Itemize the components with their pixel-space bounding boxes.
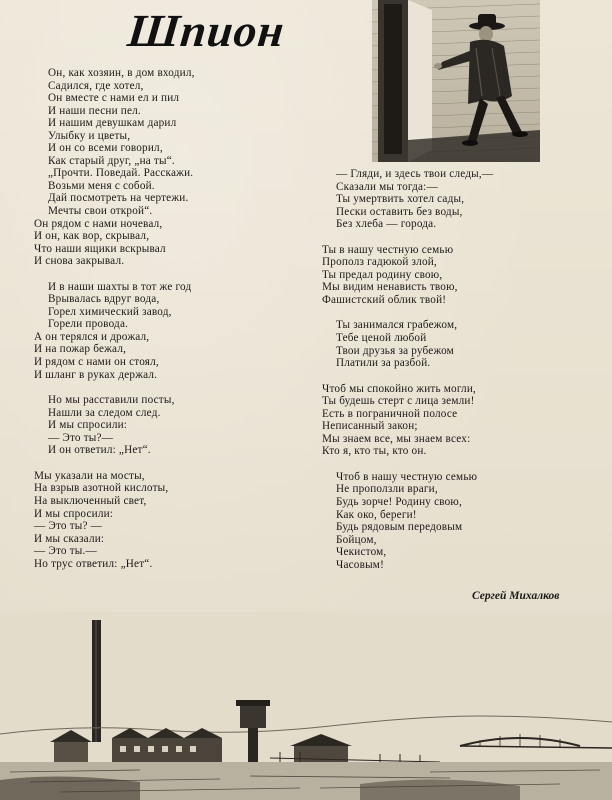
poem-line: Твои друзья за рубежом: [336, 344, 454, 357]
poem-line: Прополз гадюкой злой,: [322, 256, 437, 269]
poem-line: — Это ты?—: [48, 431, 114, 444]
poem-line: Пески оставить без воды,: [336, 205, 463, 218]
poem-line: Неписанный закон;: [322, 420, 418, 433]
poem-line: Садился, где хотел,: [48, 79, 144, 92]
poem-line: Но мы расставили посты,: [48, 394, 175, 407]
poem-line: Мечты свои открой“.: [48, 205, 153, 218]
poem-line: Нашли за следом след.: [48, 406, 161, 419]
poem-line: Улыбку и цветы,: [48, 129, 131, 142]
poem-line: И он ответил: „Нет“.: [48, 444, 151, 457]
landscape-illustration: [0, 612, 612, 800]
poem-title: Шпион: [125, 5, 288, 56]
poem-line: — Это ты.—: [34, 545, 97, 558]
poem-line: Не проползли враги,: [336, 483, 438, 496]
poem-line: Что наши ящики вскрывал: [34, 242, 166, 255]
poem-line: И он со всеми говорил,: [48, 142, 163, 155]
spy-illustration: [372, 0, 540, 162]
poem-line: Без хлеба — города.: [336, 218, 437, 231]
author-signature: Сергей Михалков: [472, 590, 560, 602]
stanza-break: [322, 231, 562, 244]
poem-line: „Прочти. Поведай. Расскажи.: [48, 167, 194, 180]
poem-line: Как око, береги!: [336, 508, 417, 521]
poem-line: Часовым!: [336, 558, 384, 571]
poem-line: И нашим девушкам дарил: [48, 117, 177, 130]
poem-line: Мы указали на мосты,: [34, 469, 145, 482]
poem-line: И мы спросили:: [48, 419, 128, 432]
poem-line: Чекистом,: [336, 546, 387, 559]
stanza-break: [34, 457, 274, 470]
poem-line: Мы видим ненависть твою,: [322, 281, 458, 294]
poem-line: А он терялся и дрожал,: [34, 330, 150, 343]
poem-line: Будь зорче! Родину свою,: [336, 496, 462, 509]
poem-line: Он, как хозяин, в дом входил,: [48, 67, 195, 79]
poem-line: И шланг в руках держал.: [34, 368, 158, 381]
poem-right-column: [322, 168, 562, 571]
poem-line: Ты занимался грабежом,: [336, 319, 458, 332]
poem-line: Горели провода.: [48, 318, 129, 331]
poem-line: И мы сказали:: [34, 532, 105, 545]
poem-line: Дай посмотреть на чертежи.: [48, 192, 189, 205]
poem-line: Врывалась вдруг вода,: [48, 293, 160, 306]
poem-line: И наши песни пел.: [48, 104, 141, 117]
poem-line: Он вместе с нами ел и пил: [48, 92, 180, 105]
poem-line: Как старый друг, „на ты“.: [48, 154, 175, 167]
poem-line: Но трус ответил: „Нет“.: [34, 557, 153, 570]
poem-line: — Гляди, и здесь твои следы,—: [336, 168, 494, 180]
poem-line: На взрыв азотной кислоты,: [34, 482, 169, 495]
poem-line: И рядом с нами он стоял,: [34, 356, 159, 369]
poem-line: Чтоб мы спокойно жить могли,: [322, 382, 477, 395]
poem-line: И в наши шахты в тот же год: [48, 280, 192, 293]
poem-line: И он, как вор, скрывал,: [34, 230, 150, 243]
poem-line: Ты будешь стерт с лица земли!: [322, 395, 475, 408]
poem-line: Фашистский облик твой!: [322, 293, 447, 306]
poem-line: На выключенный свет,: [34, 494, 147, 507]
poem-line: Тебе ценой любой: [336, 332, 427, 345]
stanza-break: [322, 306, 562, 319]
poem-line: Есть в пограничной полосе: [322, 407, 458, 420]
stanza-break: [34, 381, 274, 394]
poem-line: Ты в нашу честную семью: [322, 243, 454, 256]
poem-line: И на пожар бежал,: [34, 343, 127, 356]
poem-line: Ты предал родину свою,: [322, 268, 443, 281]
poem-line: Возьми меня с собой.: [48, 179, 155, 192]
stanza-break: [322, 458, 562, 471]
poem-line: Он рядом с нами ночевал,: [34, 217, 163, 230]
poem-line: Бойцом,: [336, 533, 377, 546]
poem-line: Мы знаем все, мы знаем всех:: [322, 432, 471, 445]
poem-line: И мы спросили:: [34, 507, 114, 520]
poem-left-column: [34, 67, 274, 570]
poem-line: Чтоб в нашу честную семью: [336, 470, 478, 483]
poem-line: Платили за разбой.: [336, 357, 431, 370]
stanza-break: [322, 370, 562, 383]
poem-line: И снова закрывал.: [34, 255, 125, 268]
poem-line: Ты умертвить хотел сады,: [336, 193, 465, 206]
poem-line: — Это ты? —: [34, 520, 103, 533]
poem-line: Будь рядовым передовым: [336, 521, 463, 534]
stanza-break: [34, 268, 274, 281]
poem-line: Горел химический завод,: [48, 305, 172, 318]
poem-line: Кто я, кто ты, кто он.: [322, 445, 427, 458]
poem-line: Сказали мы тогда:—: [336, 180, 438, 193]
